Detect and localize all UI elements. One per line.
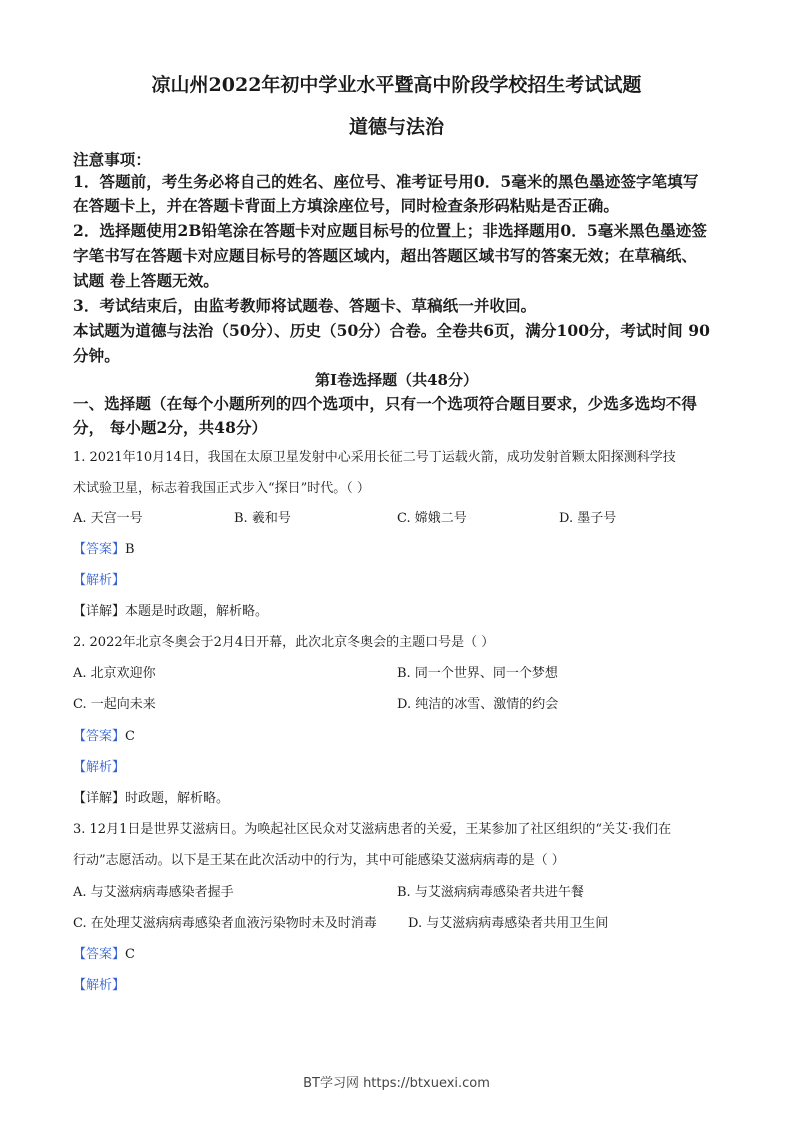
question-3-stem: 行动”志愿活动。以下是王某在此次活动中的行为，其中可能感染艾滋病病毒的是（ ） xyxy=(73,853,565,868)
answer-value: C xyxy=(125,729,135,744)
question-2-stem: 2. 2022年北京冬奥会于2月4日开幕，此次北京冬奥会的主题口号是（ ） xyxy=(73,635,495,650)
question-3-analysis xyxy=(73,977,125,995)
exam-title: 凉山州2022年初中学业水平暨高中阶段学校招生考试试题 xyxy=(151,74,642,96)
question-1-option-a: A. 天宫一号 xyxy=(73,511,143,526)
notes-line: 2．选择题使用2B铅笔涂在答题卡对应题目标号的位置上；非选择题用0．5毫米黑色墨迹签 xyxy=(73,221,707,240)
question-3-option-a: A. 与艾滋病病毒感染者握手 xyxy=(73,885,234,900)
question-1-option-b: B. 羲和号 xyxy=(234,511,291,526)
subject-title: 道德与法治 xyxy=(348,116,444,138)
notes-line: 在答题卡上，并在答题卡背面上方填涂座位号，同时检查条形码粘贴是否正确。 xyxy=(73,196,620,215)
question-1-answer xyxy=(73,541,135,559)
question-1-stem: 1. 2021年10月14日，我国在太原卫星发射中心采用长征二号丁运载火箭，成功发射首颗太阳探测科学技 xyxy=(73,450,676,465)
answer-value: B xyxy=(125,542,135,557)
question-2-answer xyxy=(73,728,135,746)
notes-heading: 注意事项： xyxy=(73,150,152,169)
notes-line: 分钟。 xyxy=(73,346,120,365)
notes-line: 试题 卷上答题无效。 xyxy=(73,271,219,290)
question-1-option-d: D. 墨子号 xyxy=(559,511,617,526)
question-1-stem: 术试验卫星，标志着我国正式步入“探日”时代。（ ） xyxy=(73,481,370,496)
question-2-option-a: A. 北京欢迎你 xyxy=(73,666,156,681)
answer-value: C xyxy=(125,947,135,962)
question-1-analysis xyxy=(73,572,125,590)
section-instruction: 分， 每小题2分，共48分） xyxy=(73,418,268,437)
detail-text: 时政题，解析略。 xyxy=(125,791,230,806)
notes-line: 1．答题前，考生务必将自己的姓名、座位号、准考证号用0．5毫米的黑色墨迹签字笔填写 xyxy=(73,172,699,191)
section-instruction: 一、选择题（在每个小题所列的四个选项中，只有一个选项符合题目要求，少选多选均不得 xyxy=(73,394,698,413)
question-2-option-b: B. 同一个世界、同一个梦想 xyxy=(397,666,558,681)
notes-line: 3．考试结束后，由监考教师将试题卷、答题卡、草稿纸一并收回。 xyxy=(73,296,537,315)
question-1-detail xyxy=(73,603,268,621)
question-3-option-b: B. 与艾滋病病毒感染者共进午餐 xyxy=(397,885,584,900)
question-3-stem: 3. 12月1日是世界艾滋病日。为唤起社区民众对艾滋病患者的关爱，王某参加了社区组织的“关艾·我们在 xyxy=(73,822,672,837)
analysis-tag: 【解析】 xyxy=(73,573,126,588)
answer-tag: 【答案】 xyxy=(73,729,126,744)
analysis-tag: 【解析】 xyxy=(73,978,126,993)
detail-tag: 【详解】 xyxy=(73,791,126,806)
question-2-option-d: D. 纯洁的冰雪、激情的约会 xyxy=(397,697,559,712)
detail-text: 本题是时政题，解析略。 xyxy=(125,604,269,619)
question-3-option-d: D. 与艾滋病病毒感染者共用卫生间 xyxy=(408,916,609,931)
section-title: 第I卷选择题（共48分） xyxy=(315,371,478,389)
question-3-answer xyxy=(73,946,135,964)
question-2-option-c: C. 一起向未来 xyxy=(73,697,156,712)
detail-tag: 【详解】 xyxy=(73,604,126,619)
notes-line: 本试题为道德与法治（50分）、历史（50分）合卷。全卷共6页，满分100分，考试时间 90 xyxy=(73,321,710,340)
question-3-option-c: C. 在处理艾滋病病毒感染者血液污染物时未及时消毒 xyxy=(73,916,377,931)
analysis-tag: 【解析】 xyxy=(73,760,126,775)
question-2-analysis xyxy=(73,759,125,777)
question-1-option-c: C. 嫦娥二号 xyxy=(397,511,467,526)
notes-line: 字笔书写在答题卡对应题目标号的答题区域内，超出答题区域书写的答案无效；在草稿纸、 xyxy=(73,246,698,265)
answer-tag: 【答案】 xyxy=(73,947,126,962)
question-2-detail xyxy=(73,790,229,808)
footer-watermark-text: BT学习网 https://btxuexi.com xyxy=(303,1076,490,1091)
answer-tag: 【答案】 xyxy=(73,542,126,557)
